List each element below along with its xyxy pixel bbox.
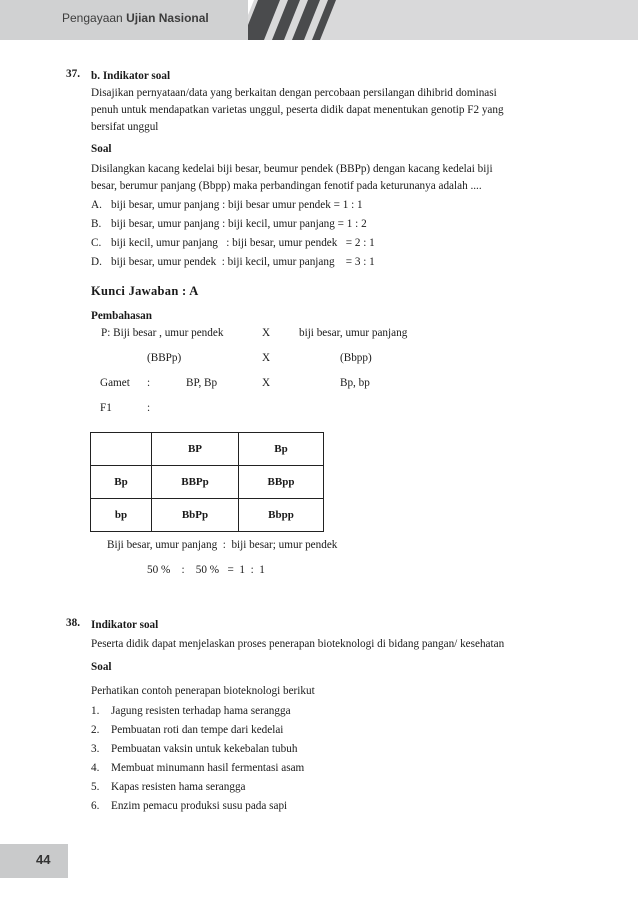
q37-pembahasan-heading: Pembahasan (91, 310, 152, 322)
cross-f1-colon: : (147, 402, 151, 414)
page-number: 44 (36, 852, 51, 867)
q38-item: 6. Enzim pemacu produksi susu pada sapi (91, 800, 288, 812)
cross-p-label: P: Biji besar , umur pendek (101, 327, 224, 339)
q37-soal-line-2: besar, berumur panjang (Bbpp) maka perbandingan fenotif pada keturunanya adalah .... (91, 180, 482, 192)
punnett-header-row (91, 433, 324, 466)
q37-soal-heading: Soal (91, 143, 112, 155)
page-number-tab (0, 844, 68, 878)
cross-x-3: X (262, 377, 271, 389)
cross-gamet-label: Gamet (100, 377, 130, 389)
punnett-header-cell: BP (152, 433, 239, 466)
punnett-cell: BBpp (239, 466, 324, 499)
q37-indikator-line-2: penuh untuk mendapatkan varietas unggul, peserta didik dapat menentukan genotip F2 yang (91, 104, 504, 116)
q38-indikator-text: Peserta didik dapat menjelaskan proses penerapan bioteknologi di bidang pangan/ kesehatan (91, 638, 505, 650)
punnett-header-cell: Bp (239, 433, 324, 466)
cross-gamet-right: Bp, bp (340, 377, 370, 389)
q37-indikator-line-3: bersifat unggul (91, 121, 159, 133)
cross-gamet-left: BP, Bp (186, 377, 218, 389)
q37-option-b: B. biji besar, umur panjang : biji kecil, umur panjang = 1 : 2 (91, 218, 367, 230)
cross-genotype-right: (Bbpp) (340, 352, 372, 364)
punnett-row (91, 466, 324, 499)
q37-indikator-line-1: Disajikan pernyataan/data yang berkaitan dengan percobaan persilangan dihibrid dominasi (91, 87, 497, 99)
q37-option-a: A. biji besar, umur panjang : biji besar umur pendek = 1 : 1 (91, 199, 363, 211)
q37-soal-line-1: Disilangkan kacang kedelai biji besar, beumur pendek (BBPp) dengan kacang kedelai biji (91, 163, 493, 175)
punnett-corner-cell (91, 433, 152, 466)
punnett-row (91, 499, 324, 532)
q37-indikator-heading: b. Indikator soal (91, 70, 171, 82)
punnett-row-header: bp (91, 499, 152, 532)
ratio-phenotype-line: Biji besar, umur panjang : biji besar; umur pendek (107, 539, 338, 551)
cross-x-2: X (262, 352, 271, 364)
header-title: Pengayaan Ujian Nasional (62, 11, 209, 25)
ratio-values-line: 50 % : 50 % = 1 : 1 (147, 564, 265, 576)
q37-option-c: C. biji kecil, umur panjang : biji besar, umur pendek = 2 : 1 (91, 237, 375, 249)
header-stripes-decoration (248, 0, 638, 40)
punnett-row-header: Bp (91, 466, 152, 499)
punnett-square (90, 432, 324, 532)
cross-f1-label: F1 (100, 402, 112, 414)
cross-genotype-left: (BBPp) (147, 352, 182, 364)
q37-answer-key: Kunci Jawaban : A (91, 284, 199, 298)
q38-item: 2. Pembuatan roti dan tempe dari kedelai (91, 724, 284, 736)
punnett-cell: Bbpp (239, 499, 324, 532)
q38-number: 38. (66, 617, 80, 629)
punnett-cell: BbPp (152, 499, 239, 532)
cross-gamet-colon: : (147, 377, 151, 389)
q38-item: 5. Kapas resisten hama serangga (91, 781, 246, 793)
q37-option-d: D. biji besar, umur pendek : biji kecil, umur panjang = 3 : 1 (91, 256, 375, 268)
q38-soal-text: Perhatikan contoh penerapan bioteknologi berikut (91, 685, 315, 697)
punnett-cell: BBPp (152, 466, 239, 499)
q38-soal-heading: Soal (91, 661, 112, 673)
q38-item: 4. Membuat minumann hasil fermentasi asam (91, 762, 305, 774)
cross-p-right: biji besar, umur panjang (299, 327, 408, 339)
q38-indikator-heading: Indikator soal (91, 619, 159, 631)
q37-number: 37. (66, 68, 80, 80)
q38-item: 3. Pembuatan vaksin untuk kekebalan tubuh (91, 743, 298, 755)
q38-item: 1. Jagung resisten terhadap hama serangga (91, 705, 291, 717)
cross-x-1: X (262, 327, 271, 339)
